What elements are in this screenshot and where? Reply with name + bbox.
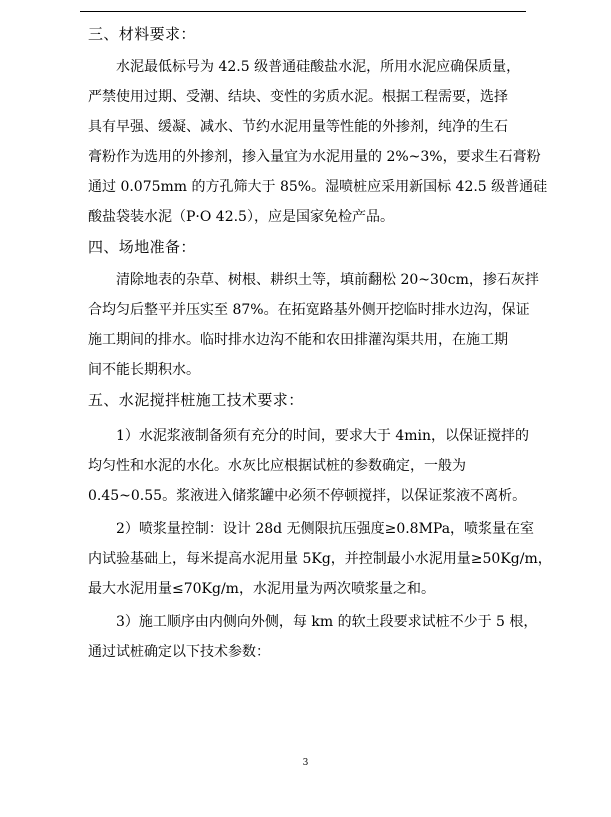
text-line: 通过 0.075mm 的方孔筛大于 85%。湿喷桩应采用新国标 42.5 级普通硅: [88, 179, 548, 195]
paragraph-item-3: [88, 607, 538, 667]
paragraph-site: [88, 265, 539, 385]
page-content: [88, 19, 552, 667]
text-line: 0.45~0.55。浆液进入储浆罐中必须不停顿搅拌，以保证浆液不离析。: [88, 488, 527, 504]
text-line: 膏粉作为选用的外掺剂，掺入量宜为水泥用量的 2%~3%，要求生石膏粉: [88, 149, 541, 165]
page-number: 3: [302, 758, 309, 768]
paragraph-materials: [88, 52, 548, 232]
section-heading-site: 四、场地准备：: [88, 238, 196, 256]
paragraph-item-2: [88, 514, 552, 604]
text-line: 合均匀后整平并压实至 87%。在拓宽路基外侧开挖临时排水边沟，保证: [88, 302, 530, 318]
section-heading-technical: 五、水泥搅拌桩施工技术要求：: [88, 391, 304, 409]
text-line: 2）喷浆量控制：设计 28d 无侧限抗压强度≥0.8MPa，喷浆量在室: [116, 521, 535, 537]
text-line: 1）水泥浆液制备须有充分的时间，要求大于 4min，以保证搅拌的: [116, 428, 530, 444]
text-line: 均匀性和水泥的水化。水灰比应根据试桩的参数确定，一般为: [88, 458, 466, 474]
text-line: 间不能长期积水。: [88, 362, 200, 378]
text-line: 清除地表的杂草、树根、耕织土等，填前翻松 20~30cm，掺石灰拌: [116, 272, 539, 288]
text-line: 3）施工顺序由内侧向外侧，每 km 的软土段要求试桩不少于 5 根，: [116, 614, 538, 630]
section-heading-materials: 三、材料要求：: [88, 25, 196, 43]
paragraph-item-1: [88, 421, 530, 511]
text-line: 具有早强、缓凝、减水、节约水泥用量等性能的外掺剂，纯净的生石: [88, 119, 508, 135]
text-line: 酸盐袋装水泥（P·O 42.5），应是国家免检产品。: [88, 209, 394, 225]
text-line: 最大水泥用量≤70Kg/m，水泥用量为两次喷浆量之和。: [88, 581, 435, 597]
header-rule: [80, 11, 526, 12]
text-line: 严禁使用过期、受潮、结块、变性的劣质水泥。根据工程需要，选择: [88, 89, 508, 105]
text-line: 内试验基础上，每米提高水泥用量 5Kg，并控制最小水泥用量≥50Kg/m，: [88, 551, 552, 567]
text-line: 施工期间的排水。临时排水边沟不能和农田排灌沟渠共用，在施工期: [88, 332, 508, 348]
text-line: 水泥最低标号为 42.5 级普通硅酸盐水泥，所用水泥应确保质量，: [116, 59, 521, 75]
text-line: 通过试桩确定以下技术参数：: [88, 644, 270, 660]
